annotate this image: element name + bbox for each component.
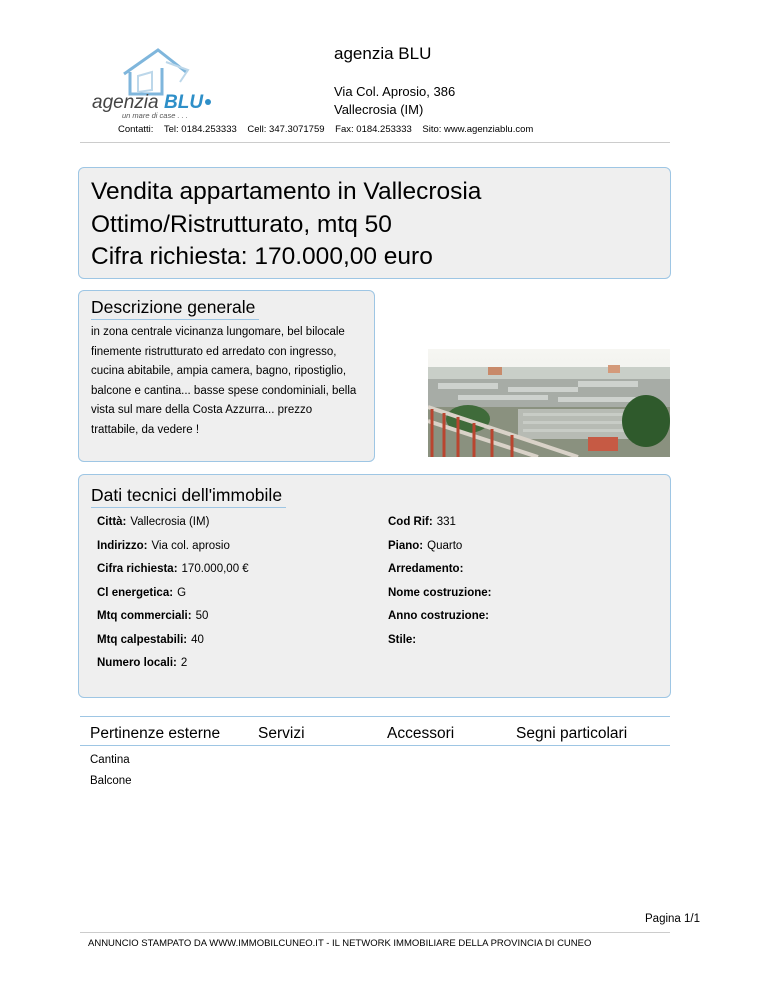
tech-row-right-2: [388, 563, 467, 575]
tech-label: Mtq commerciali:: [97, 610, 192, 622]
title-line-3: Cifra richiesta: 170.000,00 euro: [91, 243, 433, 270]
tech-label: Città:: [97, 516, 127, 528]
tech-value: Vallecrosia (IM): [130, 516, 210, 528]
tech-row-left-4: [97, 610, 208, 622]
svg-text:BLU: BLU: [164, 92, 204, 113]
tech-label: Indirizzo:: [97, 540, 148, 552]
tech-label: Arredamento:: [388, 563, 464, 575]
tech-value: G: [177, 587, 187, 599]
page-number: Pagina 1/1: [645, 913, 700, 925]
tech-label: Nome costruzione:: [388, 587, 492, 599]
tech-row-left-6: [97, 657, 187, 669]
contact-cell: Cell: 347.3071759: [247, 124, 325, 135]
tabs-bottom-rule: [80, 745, 670, 746]
description-text: in zona centrale vicinanza lungomare, bel bilocale finemente ristrutturato ed arredato con ingresso, cucina abitabile, ampia camera, bagno, ripostiglio, balcone e cantina... basse spese condominiali, bella vista sul mare della Costa Azzurra... prezzo trattabile, da vedere !: [91, 326, 357, 436]
tech-label: Anno costruzione:: [388, 610, 489, 622]
title-line-2: Ottimo/Ristrutturato, mtq 50: [91, 210, 392, 238]
tech-row-left-5: [97, 634, 204, 646]
svg-text:agenzia: agenzia: [92, 92, 159, 113]
tech-value: Via col. aprosio: [151, 540, 230, 552]
tabs-top-rule: [80, 716, 670, 717]
svg-text:un mare di case . . .: un mare di case . . .: [122, 111, 188, 120]
tech-label: Mtq calpestabili:: [97, 634, 188, 646]
agency-name: agenzia BLU: [334, 44, 432, 63]
tech-row-left-2: [97, 563, 249, 575]
agency-logo: [88, 42, 218, 122]
tech-row-right-5: [388, 634, 420, 646]
tech-label: Cifra richiesta:: [97, 563, 178, 575]
list-item: Balcone: [90, 775, 132, 787]
tab-servizi[interactable]: Servizi: [258, 725, 305, 742]
tech-value: 40: [191, 634, 204, 646]
address-line-1: Via Col. Aprosio, 386: [334, 84, 456, 99]
tab-pertinenze-esterne[interactable]: Pertinenze esterne: [90, 725, 221, 742]
tech-value: Quarto: [427, 540, 463, 552]
tech-row-right-1: [388, 540, 462, 552]
tech-heading: Dati tecnici dell'immobile: [91, 485, 286, 508]
tab-segni-particolari[interactable]: Segni particolari: [516, 725, 628, 742]
contact-site: Sito: www.agenziablu.com: [422, 124, 534, 135]
tech-label: Cod Rif:: [388, 516, 433, 528]
tech-value: 50: [195, 610, 209, 622]
property-photo: [428, 349, 670, 457]
tech-row-right-0: [388, 516, 456, 528]
description-panel: [78, 290, 375, 462]
contact-fax: Fax: 0184.253333: [335, 124, 412, 135]
tech-label: Stile:: [388, 634, 417, 646]
contacts-label: Contatti:: [118, 124, 154, 135]
footer-divider: [80, 932, 670, 933]
tech-row-left-0: [97, 516, 209, 528]
tech-label: Piano:: [388, 540, 424, 552]
address-line-2: Vallecrosia (IM): [334, 102, 424, 117]
tech-row-right-4: [388, 610, 493, 622]
tech-row-left-1: [97, 540, 230, 552]
footer-text: ANNUNCIO STAMPATO DA WWW.IMMOBILCUNEO.IT - IL NETWORK IMMOBILIARE DELLA PROVINCIA DI CUNEO: [88, 938, 592, 949]
title-line-1: Vendita appartamento in Vallecrosia: [91, 178, 482, 205]
listing-title-panel: [78, 167, 671, 279]
description-heading: Descrizione generale: [91, 297, 259, 320]
tech-row-right-3: [388, 587, 496, 599]
tech-value: 331: [436, 516, 456, 528]
header-divider: [80, 142, 670, 143]
tab-accessori[interactable]: Accessori: [387, 725, 455, 742]
list-item: Cantina: [90, 754, 130, 766]
tech-label: Cl energetica:: [97, 587, 174, 599]
tech-value: 170.000,00 €: [181, 563, 249, 575]
contact-tel: Tel: 0184.253333: [163, 124, 237, 135]
contacts-line: [118, 124, 541, 135]
tech-value: 2: [180, 657, 188, 669]
tech-row-left-3: [97, 587, 186, 599]
house-icon: [124, 50, 188, 94]
tech-label: Numero locali:: [97, 657, 177, 669]
